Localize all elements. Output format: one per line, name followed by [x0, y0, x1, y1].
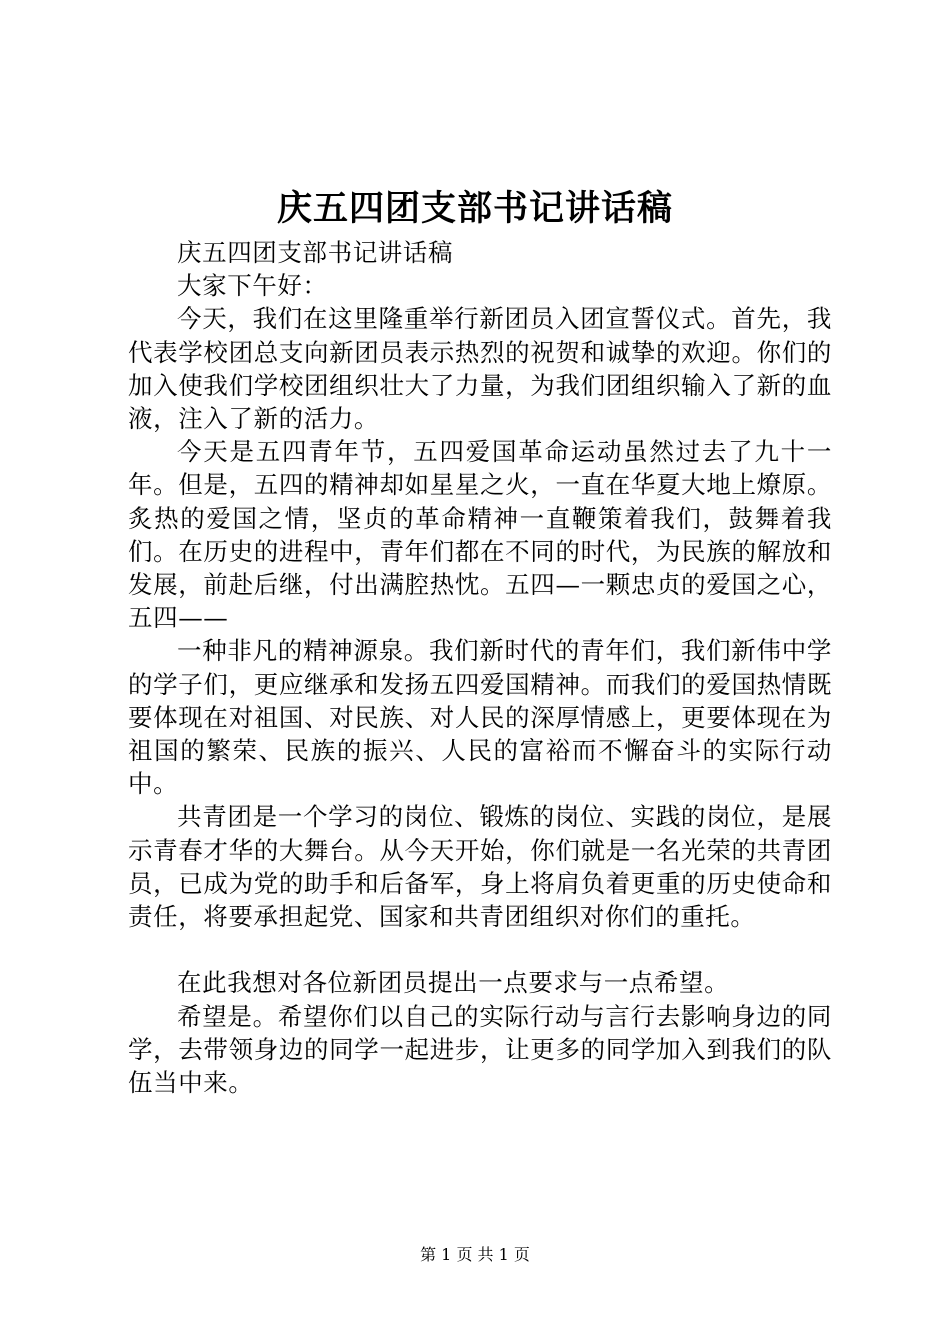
paragraph: 今天是五四青年节，五四爱国革命运动虽然过去了九十一年。但是，五四的精神却如星星之火，一直在华夏大地上燎原。炙热的爱国之情，坚贞的革命精神一直鞭策着我们，鼓舞着我们。在历史的进程中，青年们都在不同的时代，为民族的解放和发展，前赴后继，付出满腔热忱。五四—一颗忠贞的爱国之心，五四——: [128, 437, 832, 633]
paragraph: 希望是。希望你们以自己的实际行动与言行去影响身边的同学，去带领身边的同学一起进步，让更多的同学加入到我们的队伍当中来。: [128, 1001, 832, 1098]
page-number-footer: 第 1 页 共 1 页: [420, 1245, 530, 1264]
document-body: [128, 236, 832, 1099]
paragraph: 共青团是一个学习的岗位、锻炼的岗位、实践的岗位，是展示青春才华的大舞台。从今天开始，你们就是一名光荣的共青团员，已成为党的助手和后备军，身上将肩负着更重的历史使命和责任，将要承担起党、国家和共青团组织对你们的重托。: [128, 802, 832, 932]
paragraph-subtitle: 庆五四团支部书记讲话稿: [177, 238, 454, 267]
page-title: 庆五四团支部书记讲话稿: [276, 188, 673, 229]
paragraph: 今天，我们在这里隆重举行新团员入团宣誓仪式。首先，我代表学校团总支向新团员表示热烈的祝贺和诚挚的欢迎。你们的加入使我们学校团组织壮大了力量，为我们团组织输入了新的血液，注入了新的活力。: [128, 304, 832, 434]
paragraph-greeting: 大家下午好：: [177, 271, 328, 301]
paragraph: 一种非凡的精神源泉。我们新时代的青年们，我们新伟中学的学子们，更应继承和发扬五四爱国精神。而我们的爱国热情既要体现在对祖国、对民族、对人民的深厚情感上，更要体现在为祖国的繁荣、民族的振兴、人民的富裕而不懈奋斗的实际行动中。: [128, 636, 832, 799]
paragraph: 在此我想对各位新团员提出一点要求与一点希望。: [177, 968, 730, 998]
blank-line: [128, 933, 832, 966]
